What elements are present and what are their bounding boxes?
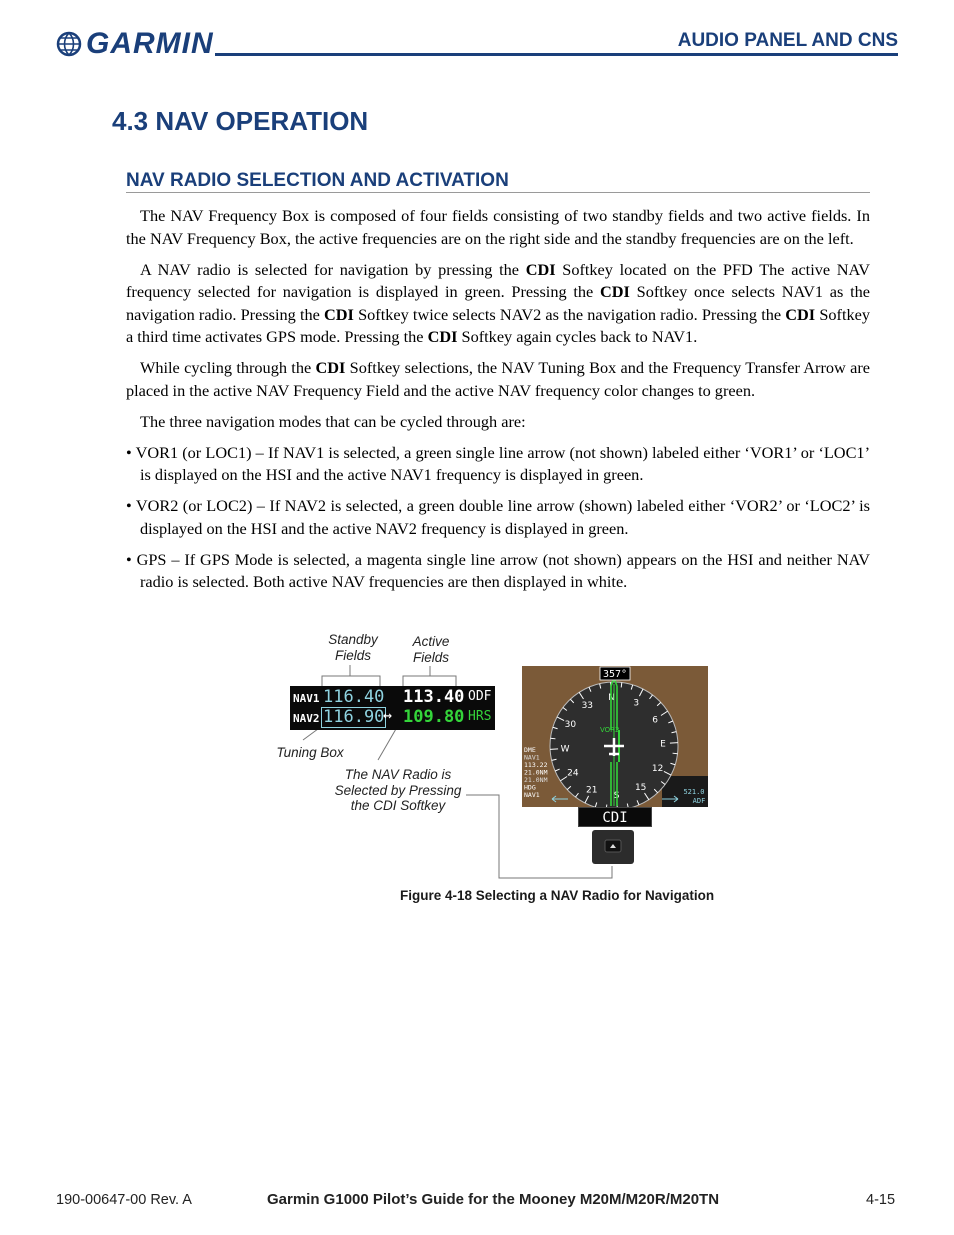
- side-block-text: DME: [524, 746, 536, 754]
- logo-wordmark: GARMIN: [86, 27, 214, 60]
- footer-guide-title: Garmin G1000 Pilot’s Guide for the Mooney M20M/M20R/M20TN: [267, 1191, 720, 1208]
- list-item: • VOR2 (or LOC2) – If NAV2 is selected, a green double line arrow (shown) labeled either ‘VOR2’ or ‘LOC2’ is displayed on the HSI and the active NAV2 frequency is displayed in green.: [126, 496, 870, 538]
- cdi-softkey-label: CDI: [578, 807, 652, 827]
- hsi-course-label: VOR2: [600, 726, 620, 734]
- side-block-text: NAV1: [524, 791, 540, 799]
- nav2-identifier: HRS: [468, 709, 492, 724]
- compass-label: 12: [651, 764, 664, 775]
- footer-doc-number: 190-00647-00 Rev. A: [56, 1192, 192, 1208]
- paragraph-cycling: While cycling through the CDI Softkey selections, the NAV Tuning Box and the Frequency Transfer Arrow are placed in the active NAV Frequency Field and the active NAV frequency color changes to green.: [126, 358, 870, 400]
- softkey-button-icon: [592, 830, 634, 864]
- compass-label: N: [608, 693, 615, 704]
- cdi-softkey-button[interactable]: [592, 830, 634, 864]
- hsi-compass-rose: [522, 666, 708, 807]
- compass-label: 6: [652, 715, 658, 726]
- side-block-text: 113.22: [524, 761, 548, 769]
- page-title: 4.3 NAV OPERATION: [112, 106, 369, 136]
- paragraph: The NAV Frequency Box is composed of four fields consisting of two standby fields and two active fields. In the NAV Frequency Box, the active frequencies are on the right side and the standby frequencies are on the left.: [126, 206, 870, 248]
- compass-label: 24: [567, 768, 579, 779]
- list-item: • VOR1 (or LOC1) – If NAV1 is selected, a green single line arrow (not shown) labeled either ‘VOR1’ or ‘LOC1’ is displayed on the HSI and the active NAV1 frequency is displayed in green.: [126, 442, 870, 484]
- compass-label: E: [660, 739, 666, 750]
- section-subtitle: NAV RADIO SELECTION AND ACTIVATION: [126, 170, 509, 191]
- side-block-text: 21.0NM: [524, 768, 548, 777]
- paragraph: The three navigation modes that can be cycled through are:: [140, 411, 526, 431]
- side-block-text: 21.0NM: [524, 776, 548, 784]
- compass-label: 15: [634, 783, 647, 794]
- compass-label: W: [560, 744, 570, 755]
- nav1-identifier: ODF: [468, 689, 492, 704]
- side-block-text: NAV1: [524, 753, 540, 762]
- standby-fields-label: Standby Fields: [328, 632, 378, 663]
- nav2-label: NAV2: [293, 712, 320, 725]
- heading-readout: 357°: [602, 669, 628, 680]
- section-label: AUDIO PANEL AND CNS: [677, 30, 898, 51]
- nav2-active-freq: 109.80: [403, 707, 465, 727]
- bearing-source: ADF: [692, 797, 706, 805]
- compass-label: 33: [581, 700, 594, 711]
- nav2-standby-freq-tuning-box: 116.90: [323, 707, 385, 727]
- side-block-text: HDG: [524, 783, 536, 792]
- nav-frequency-box: [290, 686, 495, 730]
- paragraph-cdi: A NAV radio is selected for navigation by pressing the CDI Softkey located on the PFD The active NAV frequency selected for navigation is displayed in green. Pressing the CDI Softkey once selects NAV1 as the navigation radio. Pressing the CDI Softkey twice selects NAV2 as the navigation radio. Pressing the CDI Softkey a third time activates GPS mode. Pressing the CDI Softkey again cycles back to NAV1.: [126, 259, 870, 346]
- nav-radio-callout: The NAV Radio is Selected by Pressing the CDI Softkey: [334, 767, 462, 813]
- frequency-transfer-arrow: ↔: [383, 706, 393, 724]
- nav1-active-freq: 113.40: [403, 687, 465, 707]
- compass-label: 3: [633, 698, 640, 709]
- compass-label: 21: [586, 785, 598, 796]
- bearing-value: 521.0: [683, 788, 705, 796]
- figure-caption: Figure 4-18 Selecting a NAV Radio for Navigation: [400, 888, 715, 903]
- compass-label: S: [613, 790, 620, 801]
- hsi-display: [522, 666, 708, 807]
- footer-page-number: 4-15: [866, 1192, 896, 1208]
- nav1-label: NAV1: [293, 692, 320, 705]
- list-item: • GPS – If GPS Mode is selected, a magenta single line arrow (not shown) appears on the HSI and neither NAV radio is selected. Both active NAV frequencies are then displayed in white.: [126, 549, 870, 591]
- tuning-box-label: Tuning Box: [276, 745, 344, 760]
- active-fields-label: Active Fields: [412, 634, 450, 665]
- compass-label: 30: [564, 719, 577, 730]
- nav1-standby-freq: 116.40: [323, 687, 385, 707]
